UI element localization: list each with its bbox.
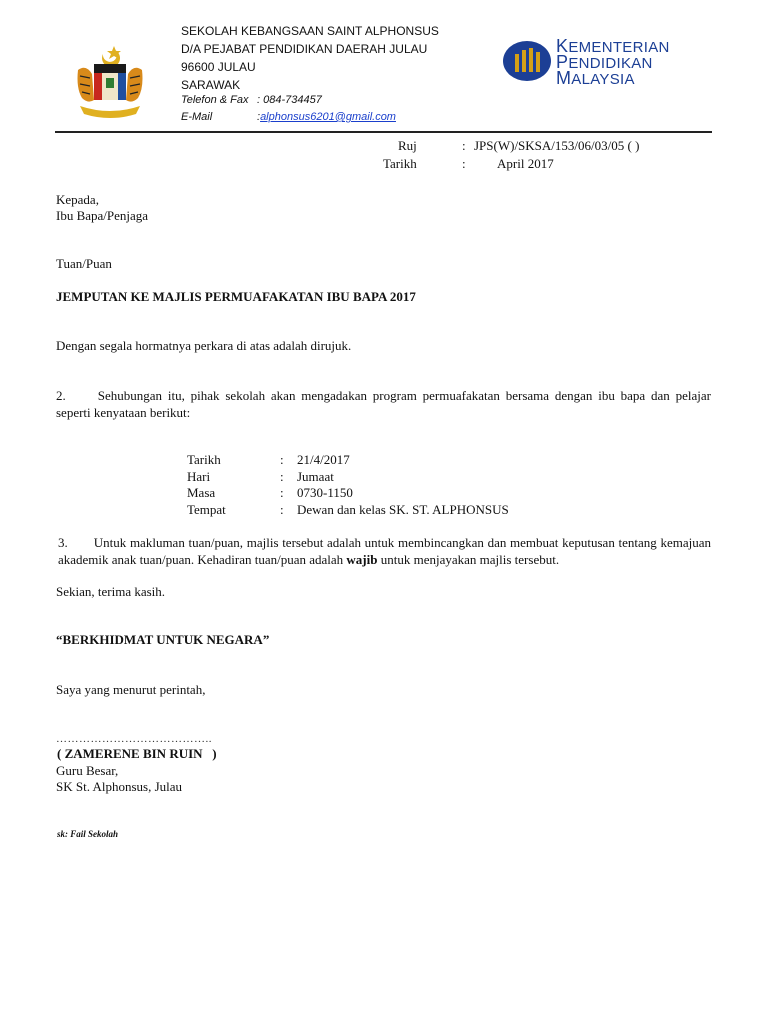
ref-separator: : — [462, 138, 466, 153]
cc-note: sk: Fail Sekolah — [57, 829, 119, 839]
detail-value: 21/4/2017 — [297, 452, 350, 467]
contact-block — [181, 92, 396, 126]
ministry-line-3: ALAYSIA — [571, 71, 635, 88]
paragraph-3-emphasis: wajib — [346, 552, 378, 567]
ministry-name — [556, 36, 670, 88]
motto: “BERKHIDMAT UNTUK NEGARA” — [56, 632, 270, 647]
detail-value: 0730-1150 — [297, 485, 353, 500]
ministry-initial-m: M — [556, 68, 572, 88]
school-state: SARAWAK — [181, 78, 241, 92]
ministry-line-1: EMENTERIAN — [568, 39, 670, 56]
date-separator: : — [462, 156, 466, 171]
paragraph-3-number: 3. — [58, 535, 68, 550]
paragraph-2-number: 2. — [56, 388, 66, 403]
ministry-logo-icon — [502, 40, 552, 82]
ministry-initial-k: K — [556, 36, 569, 56]
header-divider — [55, 131, 712, 133]
signatory-name: ( ZAMERENE BIN RUIN ) — [57, 746, 217, 761]
signoff-intro: Saya yang menurut perintah, — [56, 682, 206, 697]
detail-value: Jumaat — [297, 468, 334, 484]
coat-of-arms-icon — [70, 42, 150, 124]
phone-label: Telefon & Fax — [181, 94, 249, 106]
email-separator: : — [257, 111, 261, 123]
signatory-school: SK St. Alphonsus, Julau — [56, 779, 183, 794]
detail-row — [187, 502, 509, 519]
detail-separator: : — [280, 485, 284, 500]
detail-label: Tempat — [187, 501, 226, 517]
detail-separator: : — [280, 452, 284, 467]
date-label: Tarikh — [383, 156, 417, 171]
detail-row — [187, 485, 509, 502]
school-name: SEKOLAH KEBANGSAAN SAINT ALPHONSUS — [181, 24, 439, 38]
detail-row — [187, 469, 509, 486]
letter-subject: JEMPUTAN KE MAJLIS PERMUAFAKATAN IBU BAPA 2017 — [56, 289, 416, 304]
school-address — [181, 22, 439, 94]
phone-value: : 084-734457 — [257, 94, 322, 106]
email-label: E-Mail — [181, 111, 213, 123]
detail-separator: : — [280, 501, 284, 517]
detail-row — [187, 452, 509, 469]
signatory-title: Guru Besar, — [56, 763, 119, 778]
ref-number: JPS(W)/SKSA/153/06/03/05 ( ) — [474, 138, 640, 153]
date-value: April 2017 — [497, 156, 554, 171]
detail-label: Tarikh — [187, 452, 221, 467]
salutation: Tuan/Puan — [56, 256, 112, 271]
ref-label: Ruj — [398, 138, 417, 153]
paragraph-2 — [56, 387, 711, 421]
recipient-to: Kepada, — [56, 192, 99, 207]
event-details — [187, 452, 509, 518]
signature-line: ………………………………….. — [56, 733, 212, 745]
ministry-line-2: ENDIDIKAN — [568, 55, 653, 72]
recipient-addressee: Ibu Bapa/Penjaga — [56, 208, 149, 223]
ministry-initial-p: P — [556, 52, 569, 72]
school-postcode-city: 96600 JULAU — [181, 60, 256, 74]
detail-value: Dewan dan kelas SK. ST. ALPHONSUS — [297, 501, 509, 517]
detail-separator: : — [280, 468, 284, 484]
paragraph-3-text-before: Untuk makluman tuan/puan, majlis tersebut adalah untuk membincangkan dan membuat keputusan tentang kemajuan akademik anak tuan/puan. Kehadiran tuan/puan adalah — [58, 535, 711, 567]
paragraph-3-text-after: untuk menjayakan majlis tersebut. — [377, 552, 560, 567]
closing-line: Sekian, terima kasih. — [56, 584, 166, 599]
email-link[interactable]: alphonsus6201@gmail.com — [260, 111, 396, 123]
detail-label: Hari — [187, 468, 211, 484]
intro-paragraph: Dengan segala hormatnya perkara di atas adalah dirujuk. — [56, 338, 352, 353]
detail-label: Masa — [187, 485, 216, 500]
paragraph-3 — [58, 534, 711, 568]
paragraph-2-text: Sehubungan itu, pihak sekolah akan mengadakan program permuafakatan bersama dengan ibu bapa dan pelajar seperti kenyataan berikut: — [56, 388, 711, 420]
school-care-of: D/A PEJABAT PENDIDIKAN DAERAH JULAU — [181, 42, 428, 56]
